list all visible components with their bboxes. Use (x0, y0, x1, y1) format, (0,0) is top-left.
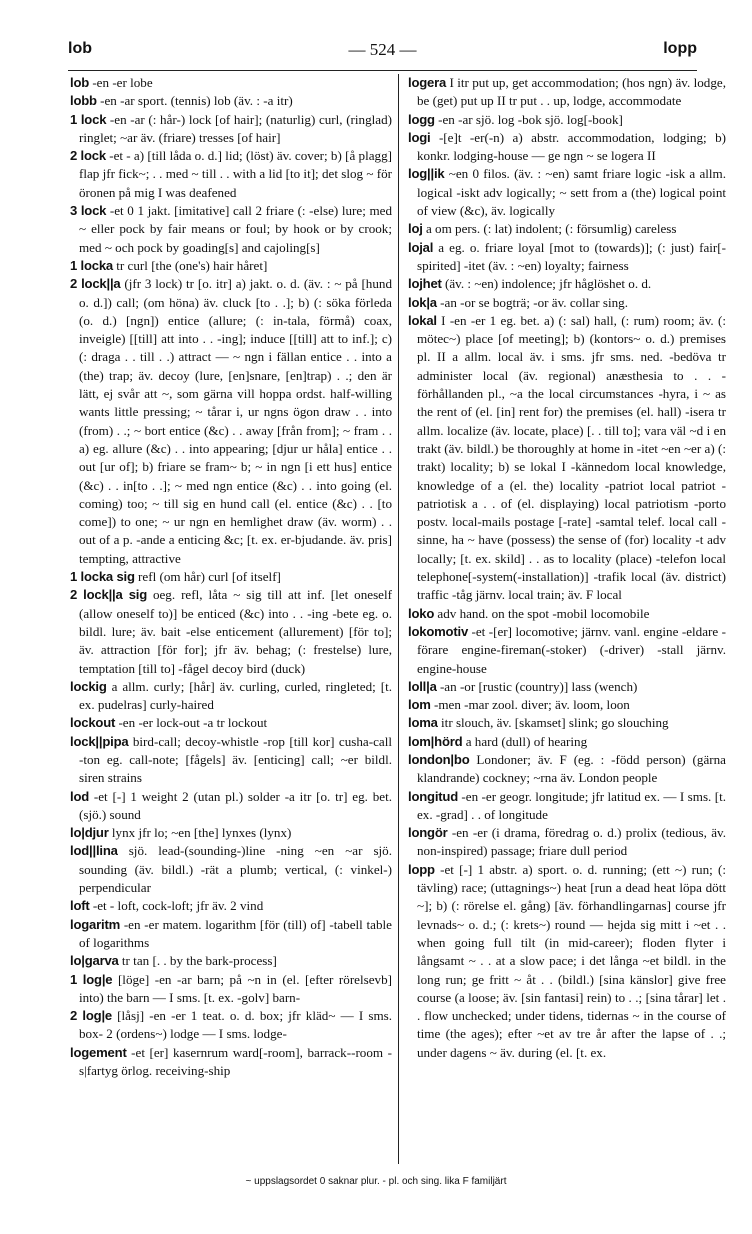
header-rule (68, 70, 697, 71)
footer-legend: ~ uppslagsordet 0 saknar plur. - pl. och sing. lika F familjärt (245, 1176, 507, 1187)
entry-definition: -en -ar (: hår-) lock [of hair]; (naturlig) curl, (ringlad) ringlet; ~ar äv. (friare) tresses [of hair] (79, 111, 393, 145)
entry-definition: -en -er geogr. longitude; jfr latitud ex. — I sms. [t. ex. -grad] . . of longitude (417, 788, 726, 822)
entry-headword: 2 lock||a sig (70, 587, 148, 603)
entry-headword: lod||lina (70, 843, 118, 859)
entry-headword: longitud (408, 788, 459, 804)
entry-definition: I -en -er 1 eg. bet. a) (: sal) hall, (: rum) room; äv. (: möteс~) place [of meeting]; b) (kontors~ o. d.) premises pl. II a allm. local äv. i sms. jfr sms. ned. -bedöva tr administer local (äv. regional) anæsthesia to . . -förhållanden pl., ~a the local circumstances -hyra, i ~ as the rent of (el. [in] rent for) the premises (el. hall) -isera tr allm. localize (äv. locate, place) [. . till to]; vara väl ~d i en trakt (äv. bildl.) be thoroughly at home in -itet ~en ~er a) (: trakt) locality; b) se lokal I -kännedom local knowledge, knowledge of a (el. the) locality -patriot local patriot -patriotisk a . . of (el. displaying) local patriotism -porto postv. local-mails postage [-rate] -samtal telef. local call -sinne, ha ~ have (possess) the sense of (for) locality -t adv locally; [t. ex. skild] . . as to locality (place) -telefon local telephone[-system(-installation)] -trafik local (äv. district) traffic -tåg järnv. local train; äv. F local (417, 312, 726, 603)
dictionary-entry (408, 678, 726, 696)
entry-definition: -et [-] 1 weight 2 (utan pl.) solder -a itr [o. tr] eg. bet. (sjö.) sound (79, 788, 392, 822)
entry-headword: logement (70, 1044, 127, 1060)
entry-definition: oeg. refl, låta ~ sig till att inf. [let oneself (allow oneself to)] be enticed (&c) into . . -ing -bete eg. o. bildl. lure; äv. bait -else enticement (allurement) [för to]; äv. attraction [för for]; jfr äv. behag; (: frestelse) lure, temptation [till to] -fågel decoy bird (duck) (79, 587, 392, 676)
left-column (70, 74, 392, 1080)
entry-definition: a allm. curly; [hår] äv. curling, curled, ringleted; [t. ex. pudelras] curly-haired (79, 678, 392, 713)
dictionary-entry (408, 275, 726, 293)
dictionary-entry (70, 897, 392, 915)
dictionary-entry (408, 733, 726, 751)
dictionary-entry (70, 92, 392, 110)
entry-headword: 3 lock (70, 203, 107, 219)
dictionary-entry (70, 1007, 392, 1044)
entry-headword: 2 log|e (70, 1008, 112, 1024)
dictionary-entry (408, 605, 726, 623)
entry-definition: -en -er matem. logarithm [för (till) of] -tabell table of logarithms (79, 916, 392, 950)
dictionary-entry (70, 586, 392, 677)
entry-definition: -men -mar zool. diver; äv. loom, loon (430, 697, 630, 713)
dictionary-entry (70, 842, 392, 897)
entry-headword: london|bo (408, 751, 470, 767)
header-right-guideword: lopp (663, 40, 697, 57)
entry-headword: lobb (70, 93, 97, 109)
dictionary-entry (408, 239, 726, 276)
entry-definition: -en -er (i drama, föredrag o. d.) prolix (tedious, äv. non-inspired) passage; friare dull period (417, 825, 726, 859)
dictionary-entry (408, 111, 726, 129)
dictionary-entry (70, 916, 392, 953)
entry-headword: lockig (70, 678, 107, 694)
entry-headword: lopp (408, 861, 435, 877)
entry-definition: -et [er] kasernrum ward[-room], barrack--room -s|fartyg örlog. receiving-ship (79, 1044, 392, 1079)
entry-definition: -et 0 1 jakt. [imitative] call 2 friare (: -else) lure; med ~ eller pock by fair means or foul; by hook or by crook; med ~ och pock by goading[s] and cajoling[s] (79, 203, 393, 255)
entry-headword: logi (408, 129, 431, 145)
dictionary-entry (408, 714, 726, 732)
entry-headword: log||ik (408, 166, 445, 182)
entry-headword: 1 locka sig (70, 569, 135, 585)
dictionary-entry (408, 74, 726, 111)
dictionary-entry (70, 824, 392, 842)
entry-definition: -et [-] 1 abstr. a) sport. o. d. running; (ett ~) run; (: tävling) race; (uttagnings~) heat [run a dead heat löpa dött ~]; b) (: rörelse el. gång) [äv. förhandlingarnas] course jfr levnads~ o. d.; (: krets~) round — hejda sig mitt i ~et . . when going full tilt (in mid-career); floden flyter i långsamt ~ . . at a slow pace; i det långa ~et bildl. in the long run; ge fritt ~ åt . . (bildl.) [sina känslor] give free course (a loose; äv. [sin fantasi] rein) to . .; [sina tårar] let . . flow unchecked; under tidens, tidernas ~ in the course of time (the ages); efter ~et av tre år after the lapse of . .; under dagens ~ äv. during (el. [t. ex. (417, 861, 726, 1060)
dictionary-entry (408, 788, 726, 825)
dictionary-entry (70, 111, 392, 148)
entry-headword: lo|djur (70, 825, 109, 841)
dictionary-entry (408, 696, 726, 714)
entry-headword: lod (70, 788, 90, 804)
entry-headword: logg (408, 111, 435, 127)
entry-headword: lock||pipa (70, 733, 129, 749)
entry-headword: lockout (70, 715, 116, 731)
entry-headword: loft (70, 898, 90, 914)
entry-definition: adv hand. on the spot -mobil locomobile (434, 605, 650, 621)
entry-definition: refl (om hår) curl [of itself] (134, 569, 281, 585)
dictionary-entry (70, 257, 392, 275)
dictionary-entry (70, 275, 392, 568)
entry-definition: sjö. lead-(sounding-)line -ning ~en ~ar sjö. sounding (äv. bildl.) -rät a plumb; vertical, (: vinkel-) perpendicular (79, 843, 392, 896)
entry-headword: 2 lock (70, 148, 106, 164)
right-column (408, 74, 726, 1062)
entry-definition: a eg. o. friare loyal [mot to (towards)]; (: just) fair[-spirited] -itet (äv. : ~en) loyalty; fairness (417, 239, 726, 273)
entry-definition: (äv. : ~en) indolence; jfr håglöshet o. d. (441, 276, 652, 292)
dictionary-entry (408, 220, 726, 238)
header-left-guideword: lob (68, 40, 92, 57)
dictionary-entry (70, 714, 392, 732)
entry-definition: [löge] -en -ar barn; på ~n in (el. [efter rörelsevb] into) the barn — I sms. [t. ex. -golv] barn- (79, 971, 392, 1005)
entry-headword: longör (408, 825, 448, 841)
entry-definition: I itr put up, get accommodation; (hos ngn) äv. lodge, be (get) put up II tr put . . up, lodge, accommodate (417, 75, 726, 109)
entry-definition: bird-call; decoy-whistle -rop [till kor] cusha-call -ton eg. call-note; [fågels] äv. [enticing] call; ~er bildl. siren strains (79, 733, 392, 786)
entry-definition: a om pers. (: lat) indolent; (: försumlig) careless (422, 221, 677, 237)
entry-definition: lynx jfr lo; ~en [the] lynxes (lynx) (108, 825, 292, 841)
entry-headword: lojal (408, 239, 434, 255)
entry-definition: -en -er lobe (89, 75, 153, 90)
dictionary-entry (70, 788, 392, 825)
entry-definition: tr tan [. . by the bark-process] (118, 953, 277, 969)
entry-definition: -an -or [rustic (country)] lass (wench) (436, 678, 638, 694)
entry-headword: loma (408, 715, 438, 731)
entry-headword: loll|a (408, 678, 437, 694)
dictionary-entry (408, 312, 726, 605)
dictionary-entry (70, 952, 392, 970)
entry-definition: -en -ar sport. (tennis) lob (äv. : -a itr) (96, 93, 293, 109)
entry-definition: [låsj] -en -er 1 teat. o. d. box; jfr kläd~ — I sms. box- 2 (ordens~) lodge — I sms. lodge- (79, 1008, 393, 1042)
entry-definition: itr slouch, äv. [skamset] slink; go slouching (437, 715, 669, 731)
entry-headword: 1 locka (70, 257, 114, 273)
dictionary-entry (70, 971, 392, 1008)
dictionary-entry (408, 751, 726, 788)
dictionary-entry (70, 678, 392, 715)
entry-definition: -et -[er] locomotive; järnv. vanl. engine -eldare -förare engine-fireman(-stoker) (-driver) -stall järnv. engine-house (417, 623, 726, 676)
page-header (68, 40, 697, 66)
entry-headword: lo|garva (70, 953, 119, 969)
entry-headword: logera (408, 75, 447, 90)
entry-headword: lom (408, 697, 431, 713)
entry-definition: -et - loft, cock-loft; jfr äv. 2 vind (89, 898, 264, 914)
entry-definition: ~en 0 filos. (äv. : ~en) samt friare logic -isk a allm. logical -iskt adv logically; ~ sett from a (the) logical point of view (&c), äv. logically (417, 166, 726, 219)
entry-headword: loko (408, 605, 435, 621)
entry-definition: Londoner; äv. F (eg. : -född person) (gärna klandrande) cockney; ~rna äv. London people (417, 751, 726, 786)
entry-definition: -an -or se bogträ; -or äv. collar sing. (436, 294, 628, 310)
dictionary-entry (408, 129, 726, 166)
entry-headword: lom|hörd (408, 733, 463, 749)
entry-headword: loj (408, 221, 423, 237)
dictionary-entry (70, 1044, 392, 1081)
entry-definition: a hard (dull) of hearing (462, 733, 588, 749)
dictionary-entry (70, 568, 392, 586)
entry-definition: -en -er lock-out -a tr lockout (115, 715, 268, 731)
entry-headword: 1 log|e (70, 971, 113, 987)
entry-headword: logaritm (70, 916, 121, 932)
dictionary-entry (408, 165, 726, 220)
entry-headword: lokal (408, 312, 437, 328)
dictionary-entry (408, 824, 726, 861)
dictionary-entry (70, 202, 392, 257)
dictionary-entry (408, 861, 726, 1062)
dictionary-entry (408, 294, 726, 312)
entry-headword: lok|a (408, 294, 437, 310)
entry-definition: -en -ar sjö. log -bok sjö. log[-book] (434, 111, 623, 127)
entry-headword: lokomotiv (408, 623, 469, 639)
entry-headword: lojhet (408, 276, 442, 292)
entry-definition: -et - a) [till låda o. d.] lid; (löst) äv. cover; b) [å plagg] flap jfr fick~; . . med ~ till . . with a lid [to it]; det slog ~ för öronen på mig I was deafened (79, 148, 392, 200)
page-number: — 524 — (348, 40, 417, 59)
column-divider (398, 74, 399, 1164)
entry-definition: -[e]t -er(-n) a) abstr. accommodation, lodging; b) konkr. lodging-house — ge ngn ~ se logera II (417, 129, 726, 164)
entry-headword: 1 lock (70, 111, 107, 127)
dictionary-entry (408, 623, 726, 678)
dictionary-entry (70, 147, 392, 202)
dictionary-entry (70, 733, 392, 788)
entry-headword: 2 lock||a (70, 276, 121, 292)
entry-headword: lob (70, 75, 90, 90)
entry-definition: tr curl [the (one's) hair håret] (113, 257, 268, 273)
entry-definition: (jfr 3 lock) tr [o. itr] a) jakt. o. d. (äv. : ~ på [hund o. d.]) call; (om höna) äv. cluck [to . .]; b) (: söka förleda (o. d.) [ngn]) entice (allure; (: in-tala, förmå) coax, inveigle) [[till] att into . . -ing]; induce [[till] att to inf.]; c) (: draga . . till . .) attract — ~ ngn i fällan entice . . into a (the) trap; äv. decoy (lure, [en]snare, [en]trap) . .; den är lätt, ej svår att ~, som gärna vill hoppa ordst. half-willing wants little pressing; ~ tårar i, ur ngns ögon draw . . into (from) . .; ~ bort entice (&c) . . away [från from]; ~ fram . . a) eg. allure (&c) . . into appearing; [djur ur håla] entice . . out [ur of]; b) friare se fram~ b; ~ in ngn [i ett hus] entice (&c) . . in[to . .]; ~ med ngn entice (&c) . . into going (el. coming) too; ~ till sig en hund call (el. entice (&c) . . [to come]) to one; ~ ur ngn en hemlighet draw (äv. worm) . . out of a p. -ande a enticing &c; [t. ex. er-bjudande. äv. pris] tempting, attractive (79, 276, 392, 566)
dictionary-entry (70, 74, 392, 92)
